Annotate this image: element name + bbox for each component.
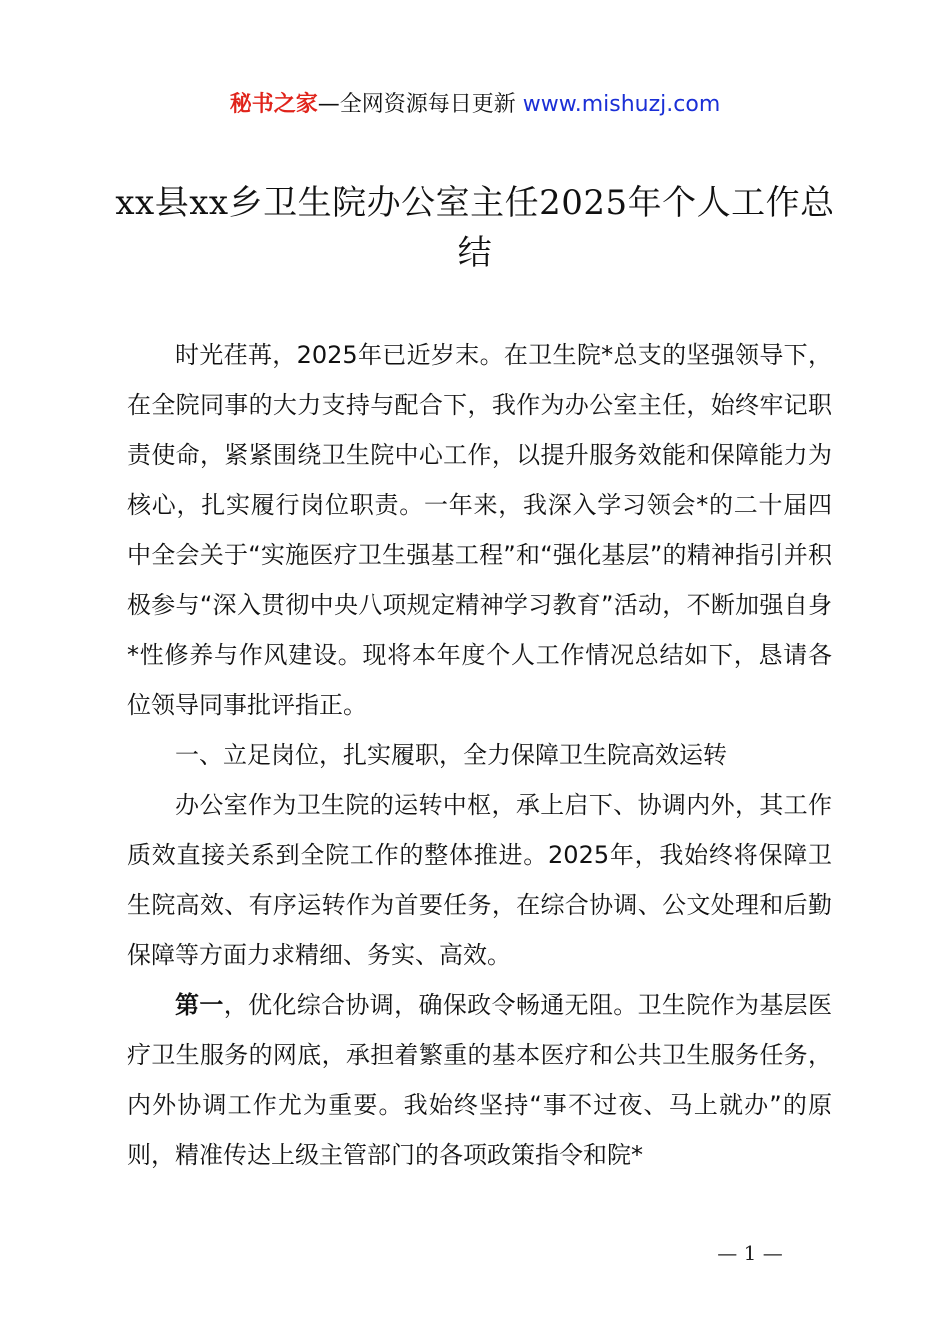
site-header [0, 88, 950, 122]
section-paragraph: 办公室作为卫生院的运转中枢，承上启下、协调内外，其工作质效直接关系到全院工作的整体推进。2025年，我始终将保障卫生院高效、有序运转作为首要任务，在综合协调、公文处理和后勤保障等方面力求精细、务实、高效。 [127, 791, 832, 969]
point-body: ，优化综合协调，确保政令畅通无阻。卫生院作为基层医疗卫生服务的网底，承担着繁重的基本医疗和公共卫生服务任务，内外协调工作尤为重要。我始终坚持“事不过夜、马上就办”的原则，精准传达上级主管部门的各项政策指令和院* [127, 991, 833, 1169]
site-url-link[interactable]: www.mishuzj.com [522, 92, 721, 117]
page-number: — 1 — [717, 1241, 783, 1265]
point-paragraph [127, 980, 832, 1180]
site-brand: 秘书之家 [229, 92, 318, 117]
intro-paragraph: 时光荏苒，2025年已近岁末。在卫生院*总支的坚强领导下，在全院同事的大力支持与配合下，我作为办公室主任，始终牢记职责使命，紧紧围绕卫生院中心工作，以提升服务效能和保障能力为核心，扎实履行岗位职责。一年来，我深入学习领会*的二十届四中全会关于“实施医疗卫生强基工程”和“强化基层”的精神指引并积极参与“深入贯彻中央八项规定精神学习教育”活动，不断加强自身*性修养与作风建设。现将本年度个人工作情况总结如下，恳请各位领导同事批评指正。 [127, 341, 832, 719]
point-lead: 第一 [175, 991, 224, 1019]
section-heading: 一、立足岗位，扎实履职，全力保障卫生院高效运转 [175, 741, 727, 769]
site-tagline: —全网资源每日更新 [317, 92, 523, 117]
document-body [127, 330, 832, 1180]
document-title: xx县xx乡卫生院办公室主任2025年个人工作总结 [115, 183, 835, 273]
